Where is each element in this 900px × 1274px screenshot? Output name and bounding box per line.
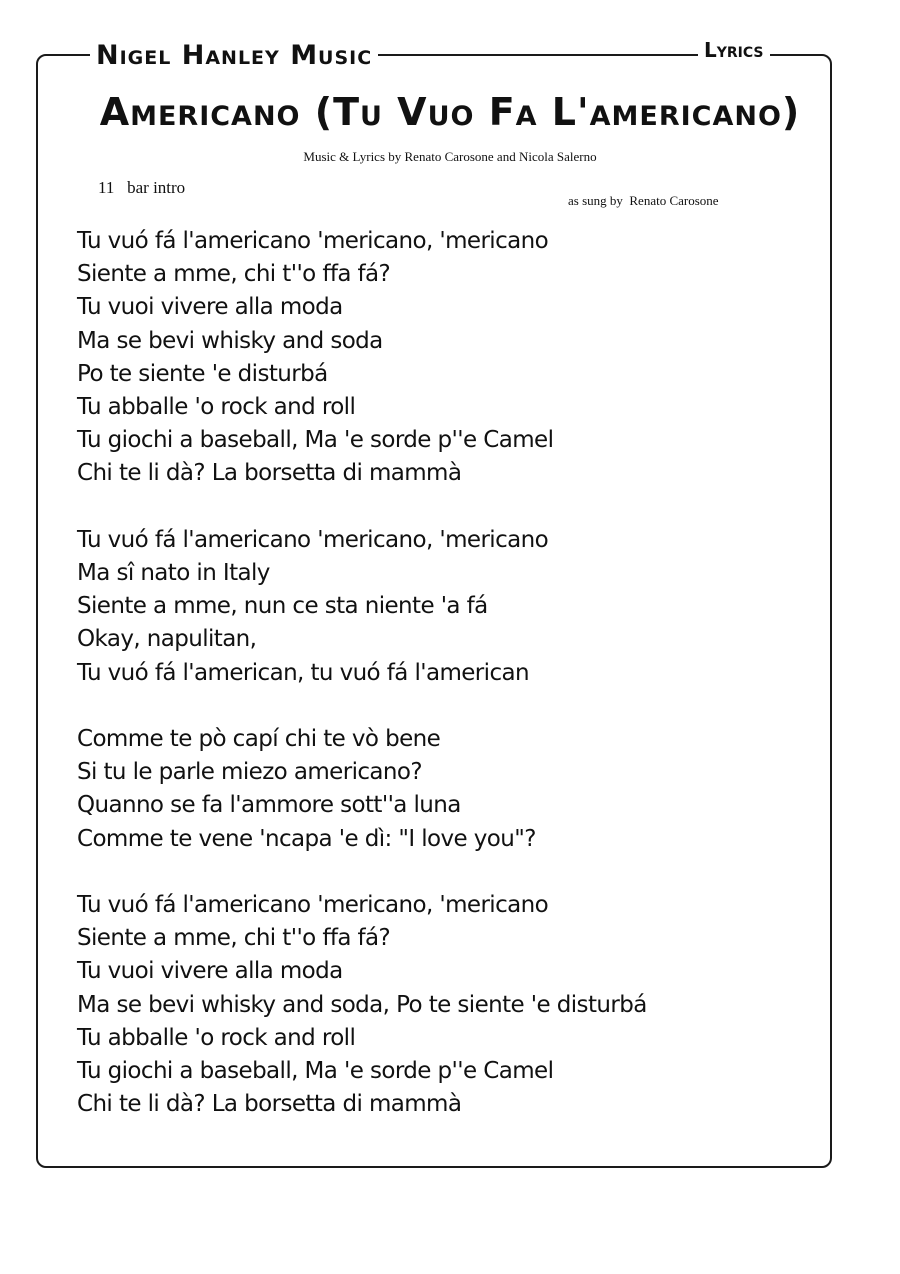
- lyric-line: Siente a mme, chi t''o ffa fá?: [77, 261, 391, 288]
- stanza-2: [77, 524, 817, 690]
- intro-note: 11 bar intro: [98, 178, 186, 197]
- brand-title: Nigel Hanley Music: [90, 36, 378, 76]
- lyric-line: Tu abballe 'o rock and roll: [77, 1024, 356, 1051]
- performer-note: as sung by Renato Carosone: [568, 193, 719, 208]
- lyric-line: Comme te pò capí chi te vò bene: [77, 726, 441, 753]
- section-label: Lyrics: [698, 34, 770, 66]
- lyric-line: Tu vuoi vivere alla moda: [77, 958, 343, 985]
- lyric-line: Po te siente 'e disturbá: [77, 360, 328, 387]
- lyric-line: Tu vuoi vivere alla moda: [77, 294, 343, 321]
- lyric-line: Ma se bevi whisky and soda, Po te siente 'e disturbá: [77, 991, 647, 1018]
- song-credits: Music & Lyrics by Renato Carosone and Nicola Salerno: [303, 149, 597, 164]
- lyric-line: Siente a mme, nun ce sta niente 'a fá: [77, 593, 488, 620]
- lyric-line: Tu giochi a baseball, Ma 'e sorde p''e Camel: [77, 427, 554, 454]
- lyric-line: Ma se bevi whisky and soda: [77, 327, 383, 354]
- lyric-line: Chi te li dà? La borsetta di mammà: [77, 460, 462, 487]
- lyric-line: Tu vuó fá l'americano 'mericano, 'mericano: [77, 228, 549, 254]
- stanza-1: [77, 225, 817, 491]
- lyrics-body: [77, 225, 817, 1155]
- lyric-line: Siente a mme, chi t''o ffa fá?: [77, 925, 391, 952]
- lyric-line: Okay, napulitan,: [77, 626, 257, 653]
- lyric-line: Tu giochi a baseball, Ma 'e sorde p''e Camel: [77, 1058, 554, 1085]
- lyric-line: Tu vuó fá l'american, tu vuó fá l'american: [77, 659, 529, 686]
- lyric-line: Quanno se fa l'ammore sott''a luna: [77, 792, 461, 819]
- lyric-line: Ma sî nato in Italy: [77, 560, 270, 587]
- lyric-line: Si tu le parle miezo americano?: [77, 759, 422, 786]
- song-title: Americano (Tu Vuo Fa L'americano): [99, 90, 801, 134]
- lyric-line: Tu vuó fá l'americano 'mericano, 'mericano: [77, 526, 549, 553]
- stanza-3: [77, 723, 817, 856]
- stanza-4: [77, 889, 817, 1121]
- lyric-line: Comme te vene 'ncapa 'e dì: "I love you"?: [77, 825, 536, 852]
- lyric-line: Chi te li dà? La borsetta di mammà: [77, 1091, 462, 1118]
- lyric-line: Tu vuó fá l'americano 'mericano, 'mericano: [77, 892, 549, 919]
- lyric-line: Tu abballe 'o rock and roll: [77, 394, 356, 421]
